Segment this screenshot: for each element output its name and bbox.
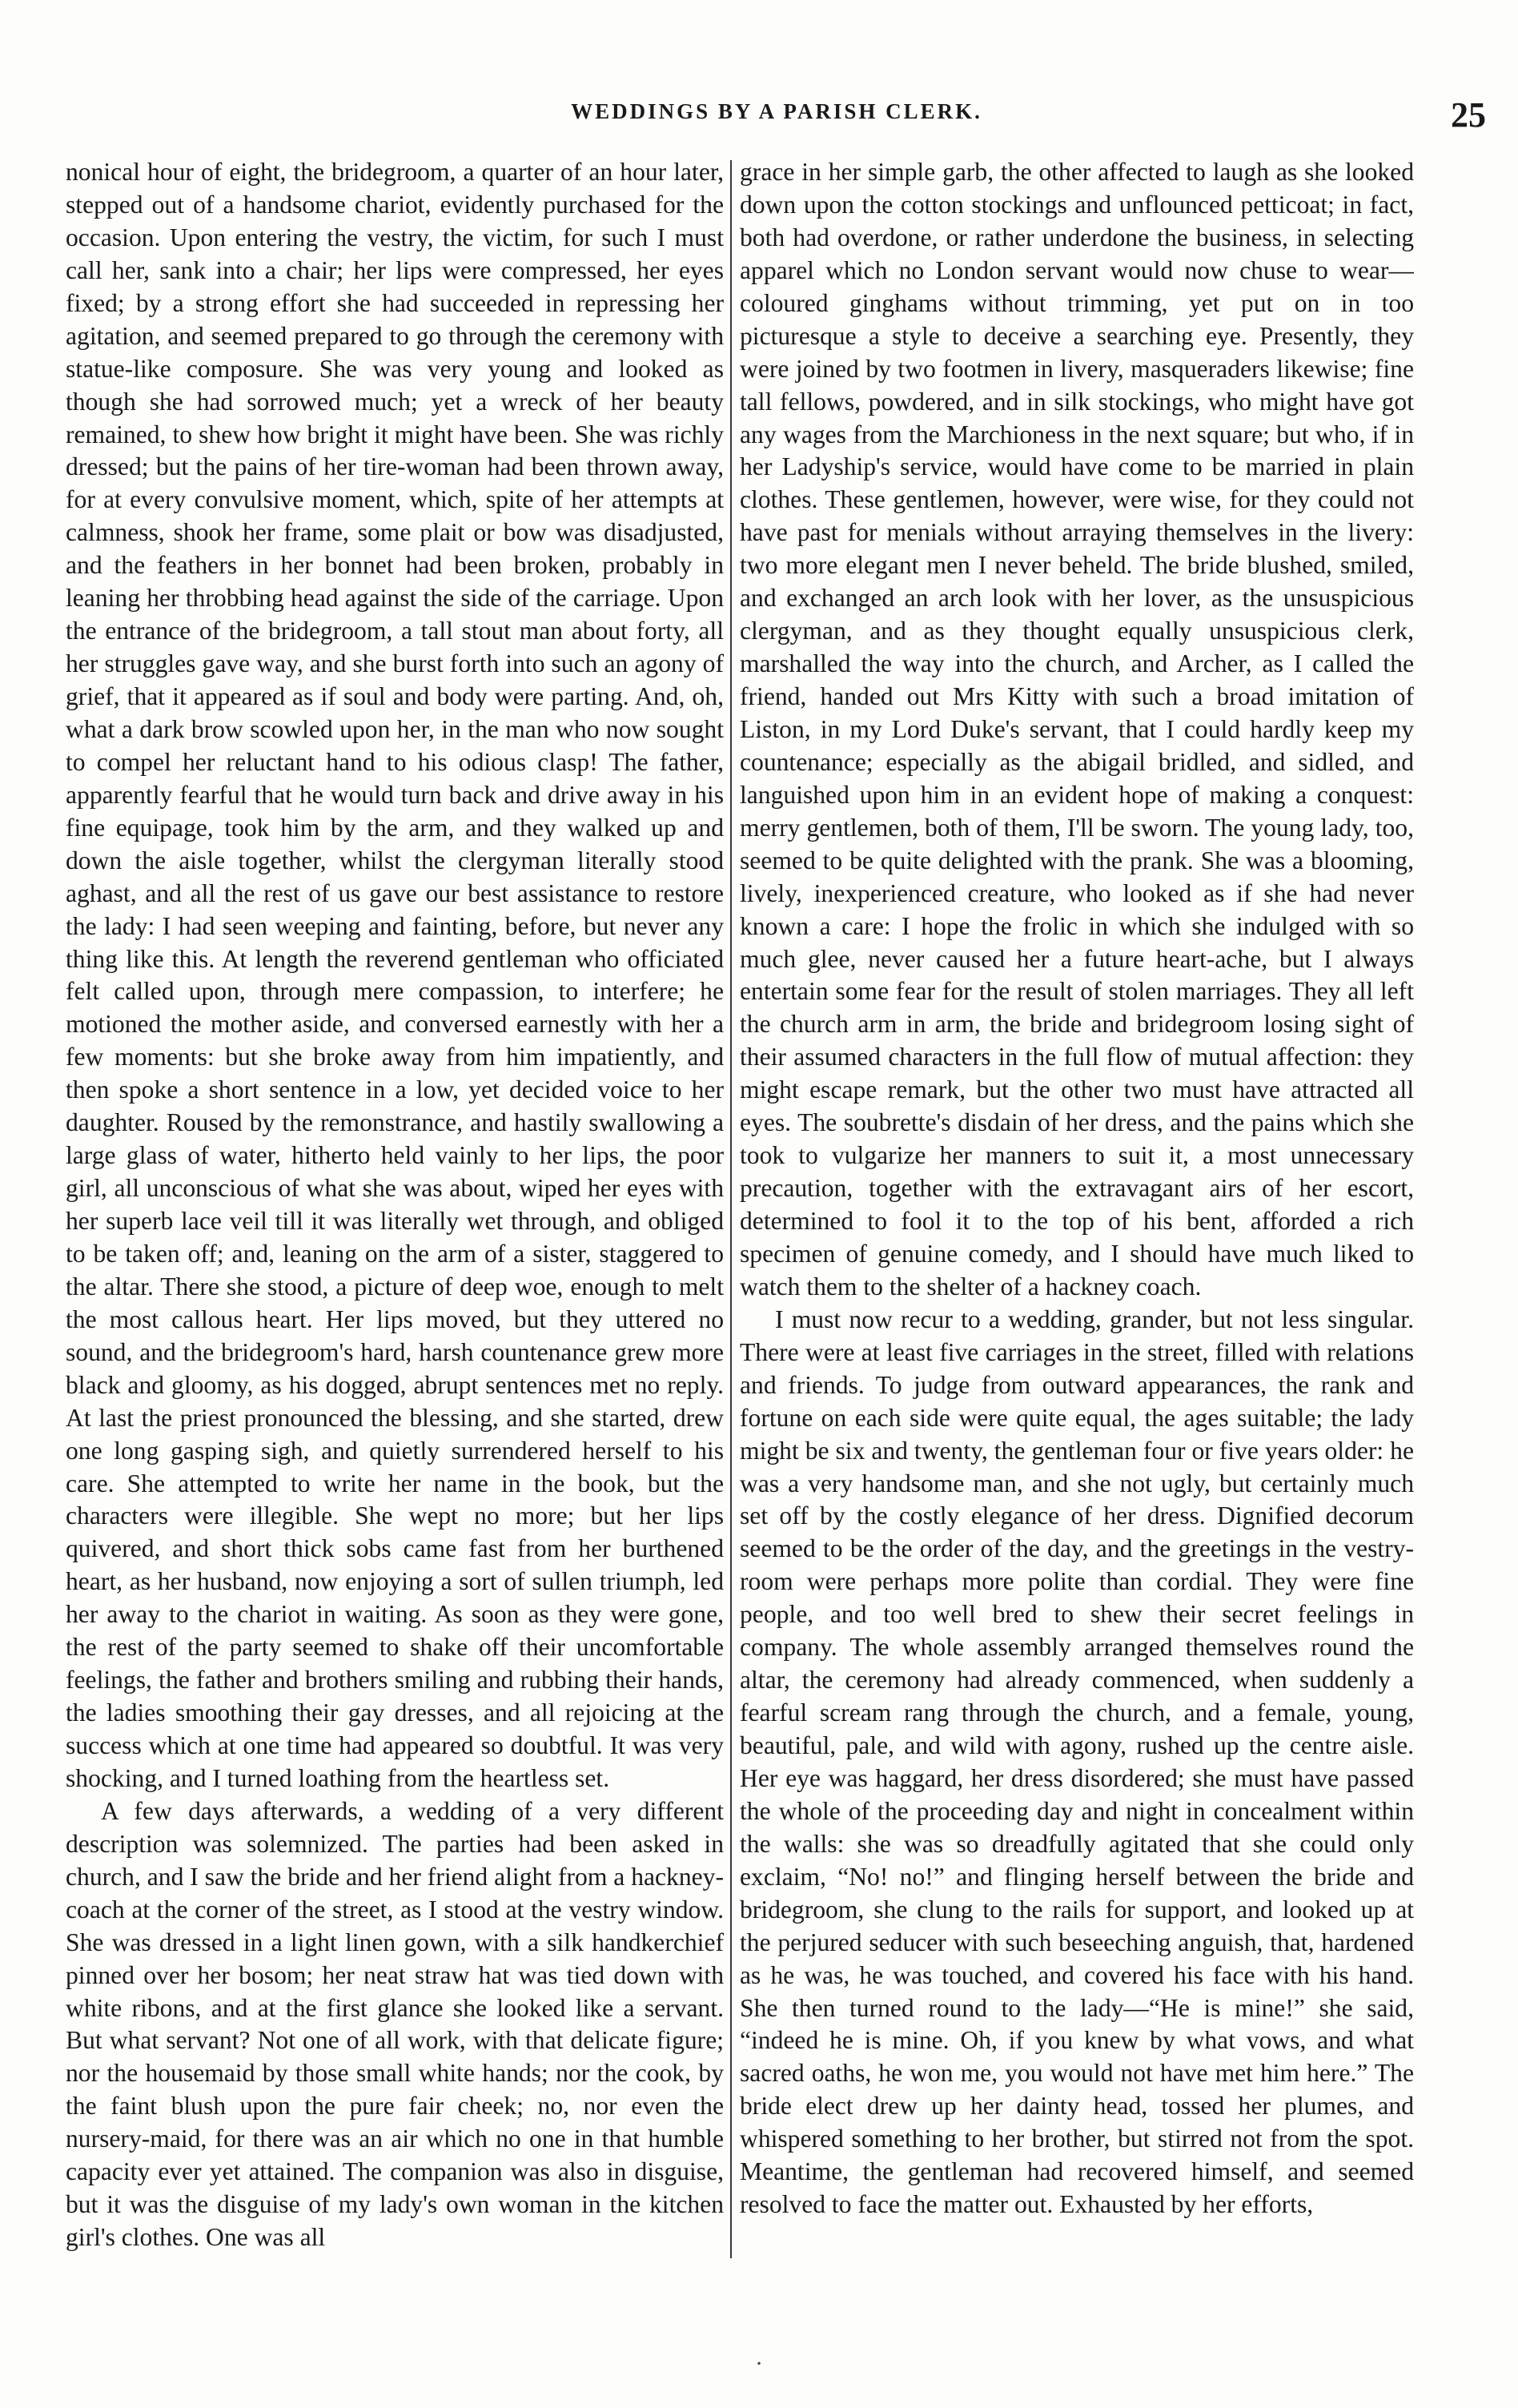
- right-column: [740, 156, 1414, 2318]
- right-paragraph-1: grace in her simple garb, the other affected to laugh as she looked down upon the cotton stockings and unflounced petticoat; in fact, both had overdone, or rather underdone the business, in selecting apparel which no London servant would now chuse to wear—coloured ginghams without trimming, yet put on in too picturesque a style to deceive a searching eye. Presently, they were joined by two footmen in livery, masqueraders likewise; fine tall fellows, powdered, and in silk stockings, who might have got any wages from the Marchioness in the next square; but who, if in her Ladyship's service, would have come to be married in plain clothes. These gentlemen, however, were wise, for they could not have past for menials without arraying themselves in the livery: two more elegant men I never beheld. The bride blushed, smiled, and exchanged an arch look with her lover, as the unsuspicious clergyman, and as they thought equally unsuspicious clerk, marshalled the way into the church, and Archer, as I called the friend, handed out Mrs Kitty with such a broad imitation of Liston, in my Lord Duke's servant, that I could hardly keep my countenance; especially as the abigail bridled, and sidled, and languished upon him in an evident hope of making a conquest: merry gentlemen, both of them, I'll be sworn. The young lady, too, seemed to be quite delighted with the prank. She was a blooming, lively, inexperienced creature, who looked as if she had never known a care: I hope the frolic in which she indulged with so much glee, never caused her a future heart-ache, but I always entertain some fear for the result of stolen marriages. They all left the church arm in arm, the bride and bridegroom losing sight of their assumed characters in the full flow of mutual affection: they might escape remark, but the other two must have attracted all eyes. The soubrette's disdain of her dress, and the pains which she took to vulgarize her manners to suit it, a most unnecessary precaution, together with the extravagant airs of her escort, determined to fool it to the top of his bent, afforded a rich specimen of genuine comedy, and I should have much liked to watch them to the shelter of a hackney coach.: [740, 158, 1414, 1300]
- left-paragraph-1: nonical hour of eight, the bridegroom, a quarter of an hour later, stepped out of a handsome chariot, evidently purchased for the occasion. Upon entering the vestry, the victim, for such I must call her, sank into a chair; her lips were compressed, her eyes fixed; by a strong effort she had succeeded in repressing her agitation, and seemed prepared to go through the ceremony with statue-like composure. She was very young and looked as though she had sorrowed much; yet a wreck of her beauty remained, to shew how bright it might have been. She was richly dressed; but the pains of her tire-woman had been thrown away, for at every convulsive moment, which, spite of her attempts at calmness, shook her frame, some plait or bow was disadjusted, and the feathers in her bonnet had been broken, probably in leaning her throbbing head against the side of the carriage. Upon the entrance of the bridegroom, a tall stout man about forty, all her struggles gave way, and she burst forth into such an agony of grief, that it appeared as if soul and body were parting. And, oh, what a dark brow scowled upon her, in the man who now sought to compel her reluctant hand to his odious clasp! The father, apparently fearful that he would turn back and drive away in his fine equipage, took him by the arm, and they walked up and down the aisle together, whilst the clergyman literally stood aghast, and all the rest of us gave our best assistance to restore the lady: I had seen weeping and fainting, before, but never any thing like this. At length the reverend gentleman who officiated felt called upon, through mere compassion, to interfere; he motioned the mother aside, and conversed earnestly with her a few moments: but she broke away from him impatiently, and then spoke a short sentence in a low, yet decided voice to her daughter. Roused by the remonstrance, and hastily swallowing a large glass of water, hitherto held vainly to her lips, the poor girl, all unconscious of what she was about, wiped her eyes with her superb lace veil till it was literally wet through, and obliged to be taken off; and, leaning on the arm of a sister, staggered to the altar. There she stood, a picture of deep woe, enough to melt the most callous heart. Her lips moved, but they uttered no sound, and the bridegroom's hard, harsh countenance grew more black and gloomy, as his dogged, abrupt sentences met no reply. At last the priest pronounced the blessing, and she started, drew one long gasping sigh, and quietly surrendered herself to his care. She attempted to write her name in the book, but the characters were illegible. She wept no more; but her lips quivered, and short thick sobs came fast from her burthened heart, as her husband, now enjoying a sort of sullen triumph, led her away to the chariot in waiting. As soon as they were gone, the rest of the party seemed to shake off their uncomfortable feelings, the father and brothers smiling and rubbing their hands, the ladies smoothing their gay dresses, and all rejoicing at the success which at one time had appeared so doubtful. It was very shocking, and I turned loathing from the heartless set.: [66, 158, 724, 1792]
- page-header: [48, 94, 1505, 151]
- running-title: WEDDINGS BY A PARISH CLERK.: [571, 99, 982, 123]
- left-paragraph-2: A few days afterwards, a wedding of a very different description was solemnized. The parties had been asked in church, and I saw the bride and her friend alight from a hackney-coach at the corner of the street, as I stood at the vestry window. She was dressed in a light linen gown, with a silk handkerchief pinned over her bosom; her neat straw hat was tied down with white ribons, and at the first glance she looked like a servant. But what servant? Not one of all work, with that delicate figure; nor the housemaid by those small white hands; nor the cook, by the faint blush upon the pure fair cheek; no, nor even the nursery-maid, for there was an air which no one in that humble capacity ever yet attained. The companion was also in disguise, but it was the disguise of my lady's own woman in the kitchen girl's clothes. One was all: [66, 1796, 724, 2252]
- right-paragraph-2: I must now recur to a wedding, grander, but not less singular. There were at least five carriages in the street, filled with relations and friends. To judge from outward appearances, the rank and fortune on each side were quite equal, the ages suitable; the lady might be six and twenty, the gentleman four or five years older: he was a very handsome man, and she not ugly, but certainly much set off by the costly elegance of her dress. Dignified decorum seemed to be the order of the day, and the greetings in the vestry-room were perhaps more polite than cordial. They were fine people, and too well bred to shew their secret feelings in company. The whole assembly arranged themselves round the altar, the ceremony had already commenced, when suddenly a fearful scream rang through the church, and a female, young, beautiful, pale, and wild with agony, rushed up the centre aisle. Her eye was haggard, her dress disordered; she must have passed the whole of the proceeding day and night in concealment within the walls: she was so dreadfully agitated that she could only exclaim, “No! no!” and flinging herself between the bride and bridegroom, she clung to the rails for support, and looked up at the perjured seducer with such beseeching anguish, that, hardened as he was, he was touched, and covered his face with his hand. She then turned round to the lady—“He is mine!” she said, “indeed he is mine. Oh, if you knew by what vows, and what sacred oaths, he won me, you would not have met him here.” The bride elect drew up her dainty head, tossed her plumes, and whispered something to her brother, but stirred not from the spot. Meantime, the gentleman had recovered himself, and seemed resolved to face the matter out. Exhausted by her efforts,: [740, 1305, 1414, 2219]
- left-column: [66, 156, 724, 2318]
- page-number: 25: [1451, 95, 1486, 135]
- column-divider: [730, 160, 732, 2258]
- footer-mark: ·: [755, 2350, 763, 2377]
